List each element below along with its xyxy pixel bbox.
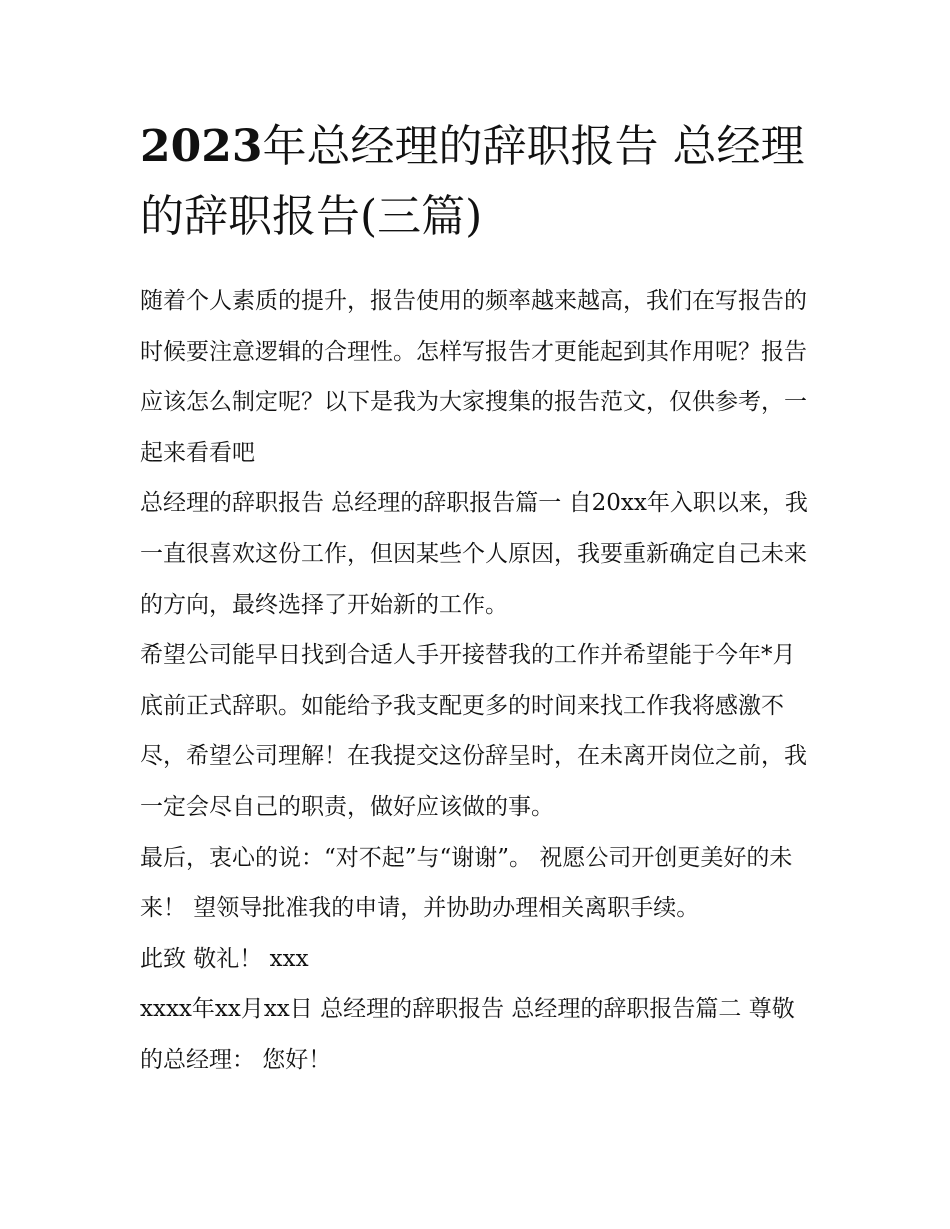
paragraph-closing: 最后，衷心的说：“对不起”与“谢谢”。 祝愿公司开创更美好的未来！ 望领导批准我的申请，并协助办理相关离职手续。: [140, 844, 793, 922]
paragraph-request: 希望公司能早日找到合适人手开接替我的工作并希望能于今年*月底前正式辞职。如能给予我支配更多的时间来找工作我将感激不尽，希望公司理解！在我提交这份辞呈时，在未离开岗位之前，我一定会尽自己的职责，做好应该做的事。: [140, 642, 807, 820]
title-text: 年总经理的辞职报告 总经理的辞职报告(三篇): [140, 121, 805, 242]
paragraph-part-one: 总经理的辞职报告 总经理的辞职报告篇一 自20xx年入职以来，我一直很喜欢这份工作，但因某些个人原因，我要重新确定自己未来的方向，最终选择了开始新的工作。: [140, 490, 808, 618]
paragraph-salutation: 此致 敬礼！ xxx: [140, 945, 309, 972]
document-title: [140, 112, 820, 252]
paragraph-intro: 随着个人素质的提升，报告使用的频率越来越高，我们在写报告的时候要注意逻辑的合理性。怎样写报告才更能起到其作用呢？报告应该怎么制定呢？以下是我为大家搜集的报告范文，仅供参考，一起来看看吧: [140, 288, 807, 466]
title-year: 2023: [140, 121, 263, 172]
paragraph-part-two: xxxx年xx月xx日 总经理的辞职报告 总经理的辞职报告篇二 尊敬的总经理： 您好！: [140, 996, 795, 1073]
document-body: [140, 276, 812, 1086]
